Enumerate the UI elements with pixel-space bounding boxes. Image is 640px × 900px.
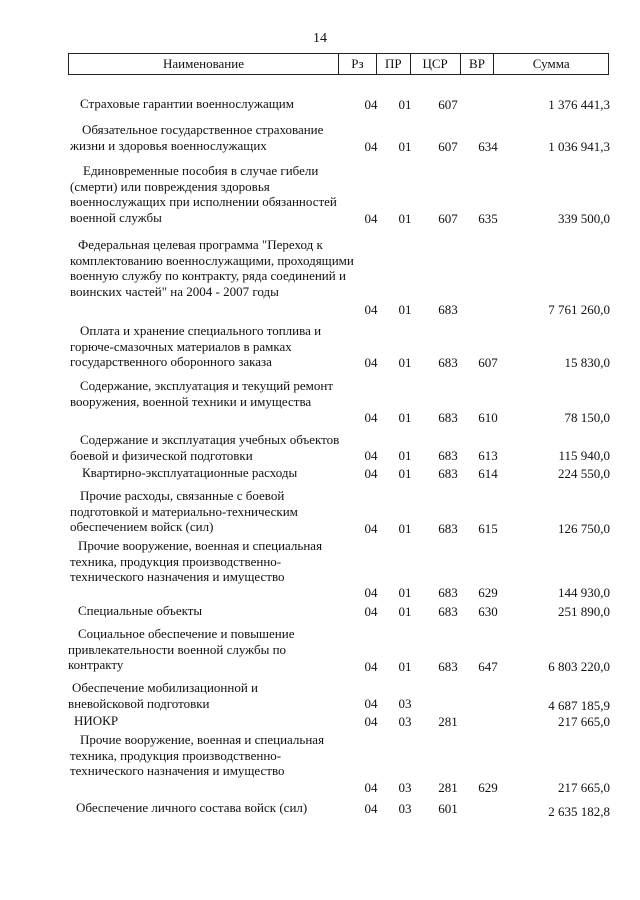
header-csr: ЦСР bbox=[410, 54, 460, 74]
header-name: Наименование bbox=[163, 56, 244, 71]
row-vr: 634 bbox=[478, 138, 498, 154]
row-vr: 630 bbox=[478, 603, 498, 619]
row-pr: 01 bbox=[398, 301, 412, 317]
row-pr: 01 bbox=[398, 409, 412, 425]
row-pr: 01 bbox=[398, 658, 412, 674]
row-name: Квартирно-эксплуатационные расходы bbox=[82, 465, 298, 480]
row-rz: 04 bbox=[364, 800, 378, 816]
row-sum: 78 150,0 bbox=[564, 409, 610, 425]
header-vr: ВР bbox=[460, 54, 494, 74]
table-row bbox=[0, 488, 640, 536]
row-sum: 115 940,0 bbox=[558, 447, 610, 463]
row-vr: 613 bbox=[478, 447, 498, 463]
row-name: Содержание и эксплуатация учебных объектов боевой и физической подготовки bbox=[70, 432, 340, 463]
row-rz: 04 bbox=[364, 520, 378, 536]
row-sum: 224 550,0 bbox=[558, 465, 610, 481]
row-vr: 629 bbox=[478, 584, 498, 600]
row-name: НИОКР bbox=[74, 713, 119, 728]
row-pr: 01 bbox=[398, 210, 412, 226]
row-csr: 607 bbox=[438, 138, 458, 154]
table-row bbox=[0, 122, 640, 154]
row-sum: 15 830,0 bbox=[564, 354, 610, 370]
row-pr: 01 bbox=[398, 465, 412, 481]
row-sum: 251 890,0 bbox=[558, 603, 610, 619]
row-name: Страховые гарантии военнослужащим bbox=[80, 96, 294, 111]
row-rz: 04 bbox=[364, 354, 378, 370]
row-name: Обеспечение мобилизационной и вневойсковой подготовки bbox=[68, 680, 258, 711]
table-row bbox=[0, 800, 640, 819]
row-pr: 01 bbox=[398, 584, 412, 600]
row-csr: 607 bbox=[438, 96, 458, 112]
row-name: Содержание, эксплуатация и текущий ремонт вооружения, военной техники и имущества bbox=[70, 378, 334, 409]
page-number: 14 bbox=[313, 31, 327, 46]
row-sum: 217 665,0 bbox=[558, 713, 610, 729]
row-vr: 614 bbox=[478, 465, 498, 481]
row-sum: 339 500,0 bbox=[558, 210, 610, 226]
row-vr: 607 bbox=[478, 354, 498, 370]
row-name: Специальные объекты bbox=[78, 603, 203, 618]
row-sum: 4 687 185,9 bbox=[548, 697, 610, 713]
row-pr: 01 bbox=[398, 96, 412, 112]
row-sum: 6 803 220,0 bbox=[548, 658, 610, 674]
row-pr: 01 bbox=[398, 603, 412, 619]
table-row bbox=[0, 603, 640, 619]
row-rz: 04 bbox=[364, 713, 378, 729]
row-sum: 1 036 941,3 bbox=[548, 138, 610, 154]
table-row bbox=[0, 680, 640, 711]
row-rz: 04 bbox=[364, 210, 378, 226]
row-pr: 03 bbox=[398, 800, 412, 816]
row-name: Обеспечение личного состава войск (сил) bbox=[76, 800, 308, 815]
row-rz: 04 bbox=[364, 447, 378, 463]
row-name: Федеральная целевая программа "Переход к комплектованию военнослужащими, проходящими военную службу по контракту, ряда соединений и воинских частей" на 2004 - 2007 годы bbox=[70, 237, 354, 299]
row-rz: 04 bbox=[364, 779, 378, 795]
table-row bbox=[0, 713, 640, 729]
row-vr: 610 bbox=[478, 409, 498, 425]
row-rz: 04 bbox=[364, 96, 378, 112]
row-csr: 683 bbox=[438, 301, 458, 317]
row-name: Прочие расходы, связанные с боевой подготовкой и материально-техническим обеспечением войск (сил) bbox=[70, 488, 298, 534]
row-csr: 683 bbox=[438, 447, 458, 463]
table-row bbox=[0, 237, 640, 317]
row-name: Прочие вооружение, военная и специальная техника, продукция производственно-технического назначения и имущество bbox=[70, 732, 325, 778]
row-csr: 683 bbox=[438, 409, 458, 425]
table-row bbox=[0, 538, 640, 600]
row-sum: 217 665,0 bbox=[558, 779, 610, 795]
table-row bbox=[0, 465, 640, 481]
row-csr: 683 bbox=[438, 658, 458, 674]
row-name: Социальное обеспечение и повышение привлекательности военной службы по контракту bbox=[68, 626, 295, 672]
header-sum: Сумма bbox=[493, 54, 608, 74]
row-sum: 7 761 260,0 bbox=[548, 301, 610, 317]
table-row bbox=[0, 96, 640, 112]
table-row bbox=[0, 732, 640, 795]
row-rz: 04 bbox=[364, 603, 378, 619]
row-pr: 03 bbox=[398, 713, 412, 729]
row-name: Единовременные пособия в случае гибели (смерти) или повреждения здоровья военнослужащих при исполнении обязанностей военной службы bbox=[70, 163, 337, 225]
row-csr: 683 bbox=[438, 584, 458, 600]
row-name: Прочие вооружение, военная и специальная техника, продукция производственно-технического назначения и имущество bbox=[70, 538, 323, 584]
row-sum: 126 750,0 bbox=[558, 520, 610, 536]
row-rz: 04 bbox=[364, 409, 378, 425]
table-row bbox=[0, 432, 640, 463]
table-row bbox=[0, 323, 640, 370]
row-rz: 04 bbox=[364, 138, 378, 154]
row-pr: 01 bbox=[398, 520, 412, 536]
row-csr: 683 bbox=[438, 354, 458, 370]
row-rz: 04 bbox=[364, 695, 378, 711]
table-row bbox=[0, 626, 640, 674]
row-csr: 281 bbox=[438, 713, 458, 729]
row-sum: 2 635 182,8 bbox=[548, 803, 610, 819]
row-rz: 04 bbox=[364, 465, 378, 481]
row-pr: 01 bbox=[398, 447, 412, 463]
row-csr: 683 bbox=[438, 603, 458, 619]
row-csr: 601 bbox=[438, 800, 458, 816]
table-row bbox=[0, 163, 640, 226]
row-rz: 04 bbox=[364, 658, 378, 674]
table-row bbox=[0, 378, 640, 425]
header-rz: Рз bbox=[338, 54, 376, 74]
row-name: Обязательное государственное страхование жизни и здоровья военнослужащих bbox=[70, 122, 324, 153]
row-vr: 615 bbox=[478, 520, 498, 536]
row-vr: 647 bbox=[478, 658, 498, 674]
row-csr: 281 bbox=[438, 779, 458, 795]
header-pr: ПР bbox=[376, 54, 410, 74]
row-csr: 607 bbox=[438, 210, 458, 226]
row-csr: 683 bbox=[438, 520, 458, 536]
row-rz: 04 bbox=[364, 301, 378, 317]
row-pr: 03 bbox=[398, 695, 412, 711]
row-pr: 03 bbox=[398, 779, 412, 795]
row-pr: 01 bbox=[398, 354, 412, 370]
row-vr: 629 bbox=[478, 779, 498, 795]
row-name: Оплата и хранение специального топлива и горюче-смазочных материалов в рамках государственного оборонного заказа bbox=[70, 323, 322, 369]
row-csr: 683 bbox=[438, 465, 458, 481]
row-rz: 04 bbox=[364, 584, 378, 600]
row-sum: 144 930,0 bbox=[558, 584, 610, 600]
row-vr: 635 bbox=[478, 210, 498, 226]
row-sum: 1 376 441,3 bbox=[548, 96, 610, 112]
row-pr: 01 bbox=[398, 138, 412, 154]
